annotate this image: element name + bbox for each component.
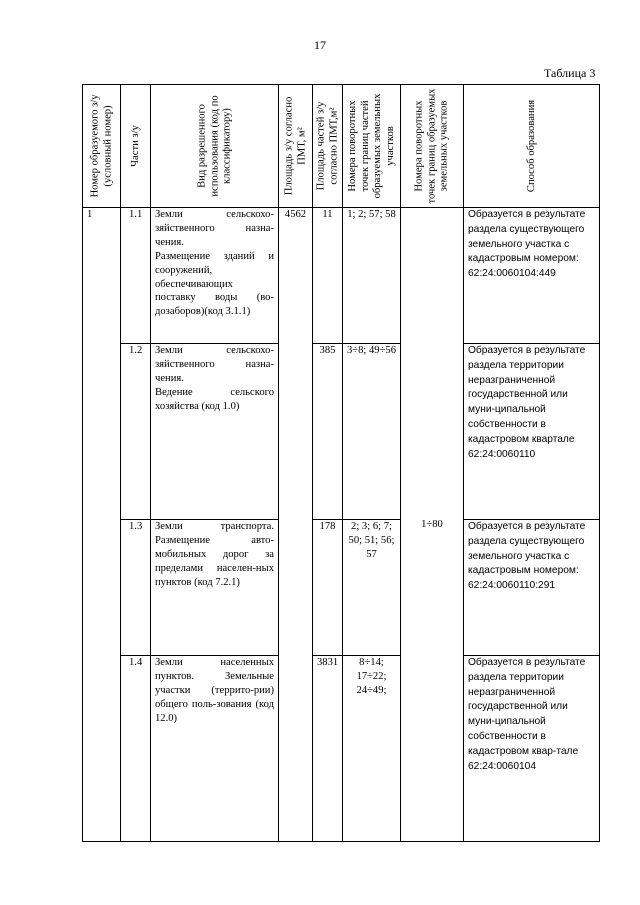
part-number: 1.2 <box>121 344 151 520</box>
header-part-points: Номера поворотных точек границ частей образуемых земельных участков <box>343 85 401 208</box>
page-number: 17 <box>314 38 326 52</box>
usage-description: Земли транспорта. Размещение авто-мобильных дорог за пределами населен-ных пунктов (код 7.2.1) <box>151 520 279 656</box>
header-formation-method: Способ образования <box>464 85 600 208</box>
part-number: 1.1 <box>121 208 151 344</box>
formation-method: Образуется в результате раздела существующего земельного участка с кадастровым номером: 62:24:0060110:291 <box>464 520 600 656</box>
formation-method: Образуется в результате раздела существующего земельного участка с кадастровым номером: 62:24:0060104:449 <box>464 208 600 344</box>
part-points: 8÷14; 17÷22; 24÷49; <box>343 656 401 842</box>
part-points: 2; 3; 6; 7; 50; 51; 56; 57 <box>343 520 401 656</box>
plot-points-cell: 1÷80 <box>401 208 464 842</box>
part-area: 11 <box>313 208 343 344</box>
plot-number-cell: 1 <box>83 208 121 842</box>
header-plot-number: Номер образуемого з/у (условный номер) <box>83 85 121 208</box>
plots-table <box>82 84 600 842</box>
part-number: 1.3 <box>121 520 151 656</box>
table-row <box>83 520 600 656</box>
part-number: 1.4 <box>121 656 151 842</box>
plot-area-cell: 4562 <box>279 208 313 842</box>
header-usage-type: Вид разрешенного использования (код по классификатору) <box>151 85 279 208</box>
usage-description: Земли сельскохо-зяйственного назна-чения. Размещение зданий и сооружений, обеспечивающих поставку воды (во-дозаборов)(код 3.1.1) <box>151 208 279 344</box>
usage-description: Земли населенных пунктов. Земельные участки (террито-рии) общего поль-зования (код 12.0) <box>151 656 279 842</box>
table-row <box>83 208 600 344</box>
part-area: 385 <box>313 344 343 520</box>
header-plot-points: Номера поворотных точек границ образуемых земельных участков <box>401 85 464 208</box>
formation-method: Образуется в результате раздела территории неразграниченной государственной или муни-ципальной собственности в кадастровом квар-тале 62:24:0060104 <box>464 656 600 842</box>
formation-method: Образуется в результате раздела территории неразграниченной государственной или муни-ципальной собственности в кадастровом квартале 62:24:0060110 <box>464 344 600 520</box>
table-label: Таблица 3 <box>544 66 596 80</box>
header-part-area: Площадь частей з/у согласно ПМТ,м² <box>313 85 343 208</box>
usage-description: Земли сельскохо-зяйственного назна-чения. Ведение сельского хозяйства (код 1.0) <box>151 344 279 520</box>
part-area: 3831 <box>313 656 343 842</box>
part-points: 3÷8; 49÷56 <box>343 344 401 520</box>
table-row <box>83 656 600 842</box>
header-parts: Части з/у <box>121 85 151 208</box>
part-area: 178 <box>313 520 343 656</box>
part-points: 1; 2; 57; 58 <box>343 208 401 344</box>
header-row <box>83 85 600 208</box>
table-row <box>83 344 600 520</box>
header-plot-area: Площадь з/у согласно ПМТ, м² <box>279 85 313 208</box>
